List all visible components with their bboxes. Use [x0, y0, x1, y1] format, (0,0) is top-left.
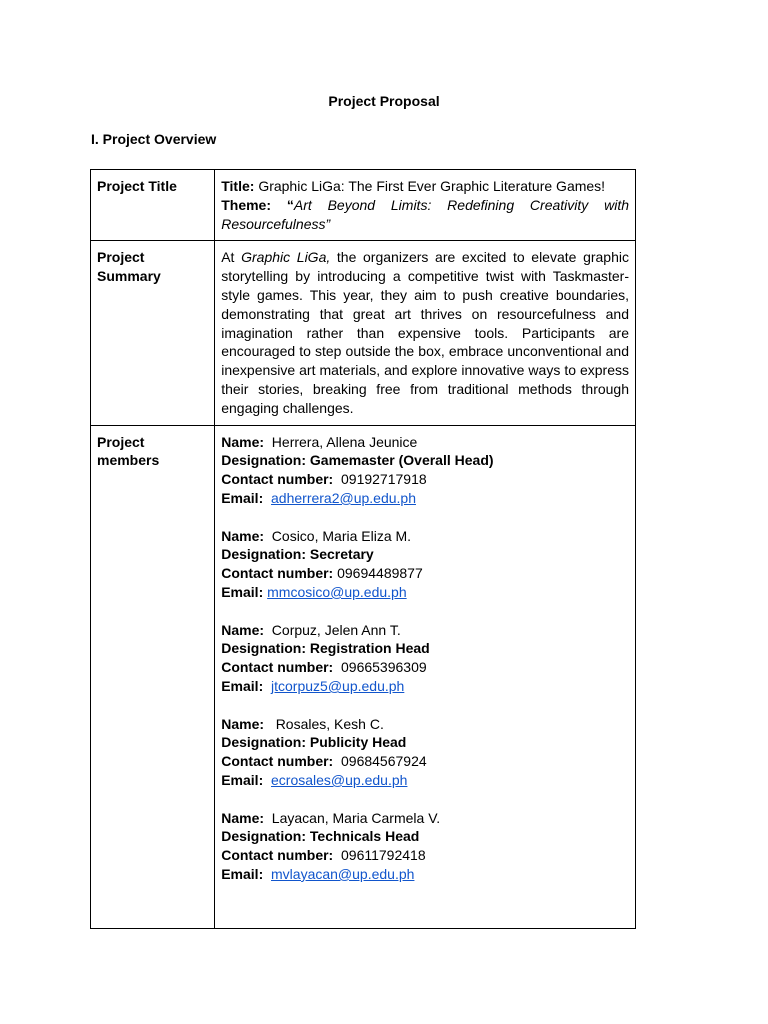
- member-contact-line: [221, 658, 629, 677]
- designation-label: Designation:: [221, 734, 306, 751]
- section-heading: I. Project Overview: [91, 131, 217, 147]
- member-entry: [221, 715, 629, 790]
- member-name: Layacan, Maria Carmela V.: [271, 809, 441, 826]
- member-designation: Secretary: [309, 546, 374, 563]
- designation-label: Designation:: [221, 828, 306, 845]
- contact-label: Contact number:: [221, 471, 334, 488]
- email-label: Email:: [221, 583, 264, 600]
- member-name: Corpuz, Jelen Ann T.: [271, 621, 401, 638]
- member-contact: 09665396309: [341, 659, 427, 676]
- project-summary-label: Project Summary: [91, 241, 215, 425]
- member-email-line: [221, 865, 629, 884]
- member-designation: Registration Head: [309, 640, 430, 657]
- summary-prefix: At: [221, 249, 242, 266]
- table-row-project-summary: [91, 241, 636, 425]
- member-name-line: [221, 809, 629, 828]
- member-email-line: [221, 583, 629, 602]
- member-email-link[interactable]: mmcosico@up.edu.ph: [267, 583, 407, 600]
- theme-field-label: Theme:: [221, 196, 272, 213]
- member-name: Herrera, Allena Jeunice: [271, 433, 418, 450]
- table-row-project-title: [91, 170, 636, 241]
- member-entry: [221, 621, 629, 696]
- email-label: Email:: [221, 771, 264, 788]
- member-name-line: [221, 433, 629, 452]
- email-label: Email:: [221, 677, 264, 694]
- project-members-label: Project members: [91, 425, 215, 928]
- summary-body: the organizers are excited to elevate graphic storytelling by introducing a competitive twist with Taskmaster-style games. This year, they aim to push creative boundaries, demonstrating that great art thrives on resourcefulness and imagination rather than expensive tools. Participants are encouraged to step outside the box, embrace unconventional and inexpensive art materials, and explore innovative ways to express their stories, breaking free from traditional methods through engaging challenges.: [221, 249, 629, 416]
- title-field-label: Title:: [221, 178, 255, 194]
- designation-label: Designation:: [221, 452, 306, 469]
- name-label: Name:: [221, 621, 265, 638]
- theme-line: [221, 196, 629, 234]
- member-contact: 09684567924: [341, 753, 427, 770]
- member-designation-line: [221, 545, 629, 564]
- project-overview-table: [90, 169, 636, 929]
- member-email-link[interactable]: ecrosales@up.edu.ph: [271, 771, 408, 788]
- member-email-line: [221, 489, 629, 508]
- theme-close-quote: ”: [325, 215, 331, 232]
- name-label: Name:: [221, 809, 265, 826]
- member-email-link[interactable]: mvlayacan@up.edu.ph: [271, 865, 415, 882]
- member-entry: [221, 433, 629, 508]
- summary-italic-name: Graphic LiGa,: [241, 249, 331, 266]
- member-contact: 09611792418: [341, 847, 426, 864]
- member-email-line: [221, 677, 629, 696]
- contact-label: Contact number:: [221, 659, 334, 676]
- project-members-cell: [215, 425, 636, 928]
- member-designation-line: [221, 639, 629, 658]
- member-designation-line: [221, 733, 629, 752]
- member-name: Cosico, Maria Eliza M.: [271, 527, 412, 544]
- designation-label: Designation:: [221, 546, 306, 563]
- member-designation-line: [221, 451, 629, 470]
- project-title-label: Project Title: [91, 170, 215, 241]
- member-contact-line: [221, 846, 629, 865]
- name-label: Name:: [221, 527, 265, 544]
- member-designation: Publicity Head: [309, 734, 407, 751]
- member-designation-line: [221, 827, 629, 846]
- member-email-link[interactable]: jtcorpuz5@up.edu.ph: [271, 677, 405, 694]
- member-contact-line: [221, 752, 629, 771]
- member-name-line: [221, 715, 629, 734]
- member-contact: 09192717918: [341, 471, 427, 488]
- member-email-line: [221, 771, 629, 790]
- project-summary-text: [215, 241, 636, 425]
- title-field-value: Graphic LiGa: The First Ever Graphic Literature Games!: [258, 178, 606, 194]
- member-name-line: [221, 527, 629, 546]
- theme-field-value: Art Beyond Limits: Redefining Creativity with Resourcefulness: [221, 196, 630, 232]
- contact-label: Contact number:: [221, 753, 334, 770]
- email-label: Email:: [221, 489, 264, 506]
- member-designation: Technicals Head: [309, 828, 420, 845]
- member-contact: 09694489877: [337, 565, 423, 582]
- title-line: [221, 177, 629, 196]
- member-contact-line: [221, 564, 629, 583]
- contact-label: Contact number:: [221, 847, 334, 864]
- member-designation: Gamemaster (Overall Head): [309, 452, 494, 469]
- contact-label: Contact number:: [221, 565, 334, 582]
- member-email-link[interactable]: adherrera2@up.edu.ph: [271, 489, 416, 506]
- document-title: Project Proposal: [328, 93, 440, 109]
- designation-label: Designation:: [221, 640, 306, 657]
- email-label: Email:: [221, 865, 264, 882]
- member-name: Rosales, Kesh C.: [275, 715, 384, 732]
- theme-open-quote: “: [286, 196, 294, 213]
- name-label: Name:: [221, 433, 265, 450]
- project-title-cell: [215, 170, 636, 241]
- member-contact-line: [221, 470, 629, 489]
- member-entry: [221, 809, 629, 884]
- member-name-line: [221, 621, 629, 640]
- name-label: Name:: [221, 715, 265, 732]
- table-row-project-members: [91, 425, 636, 928]
- member-entry: [221, 527, 629, 602]
